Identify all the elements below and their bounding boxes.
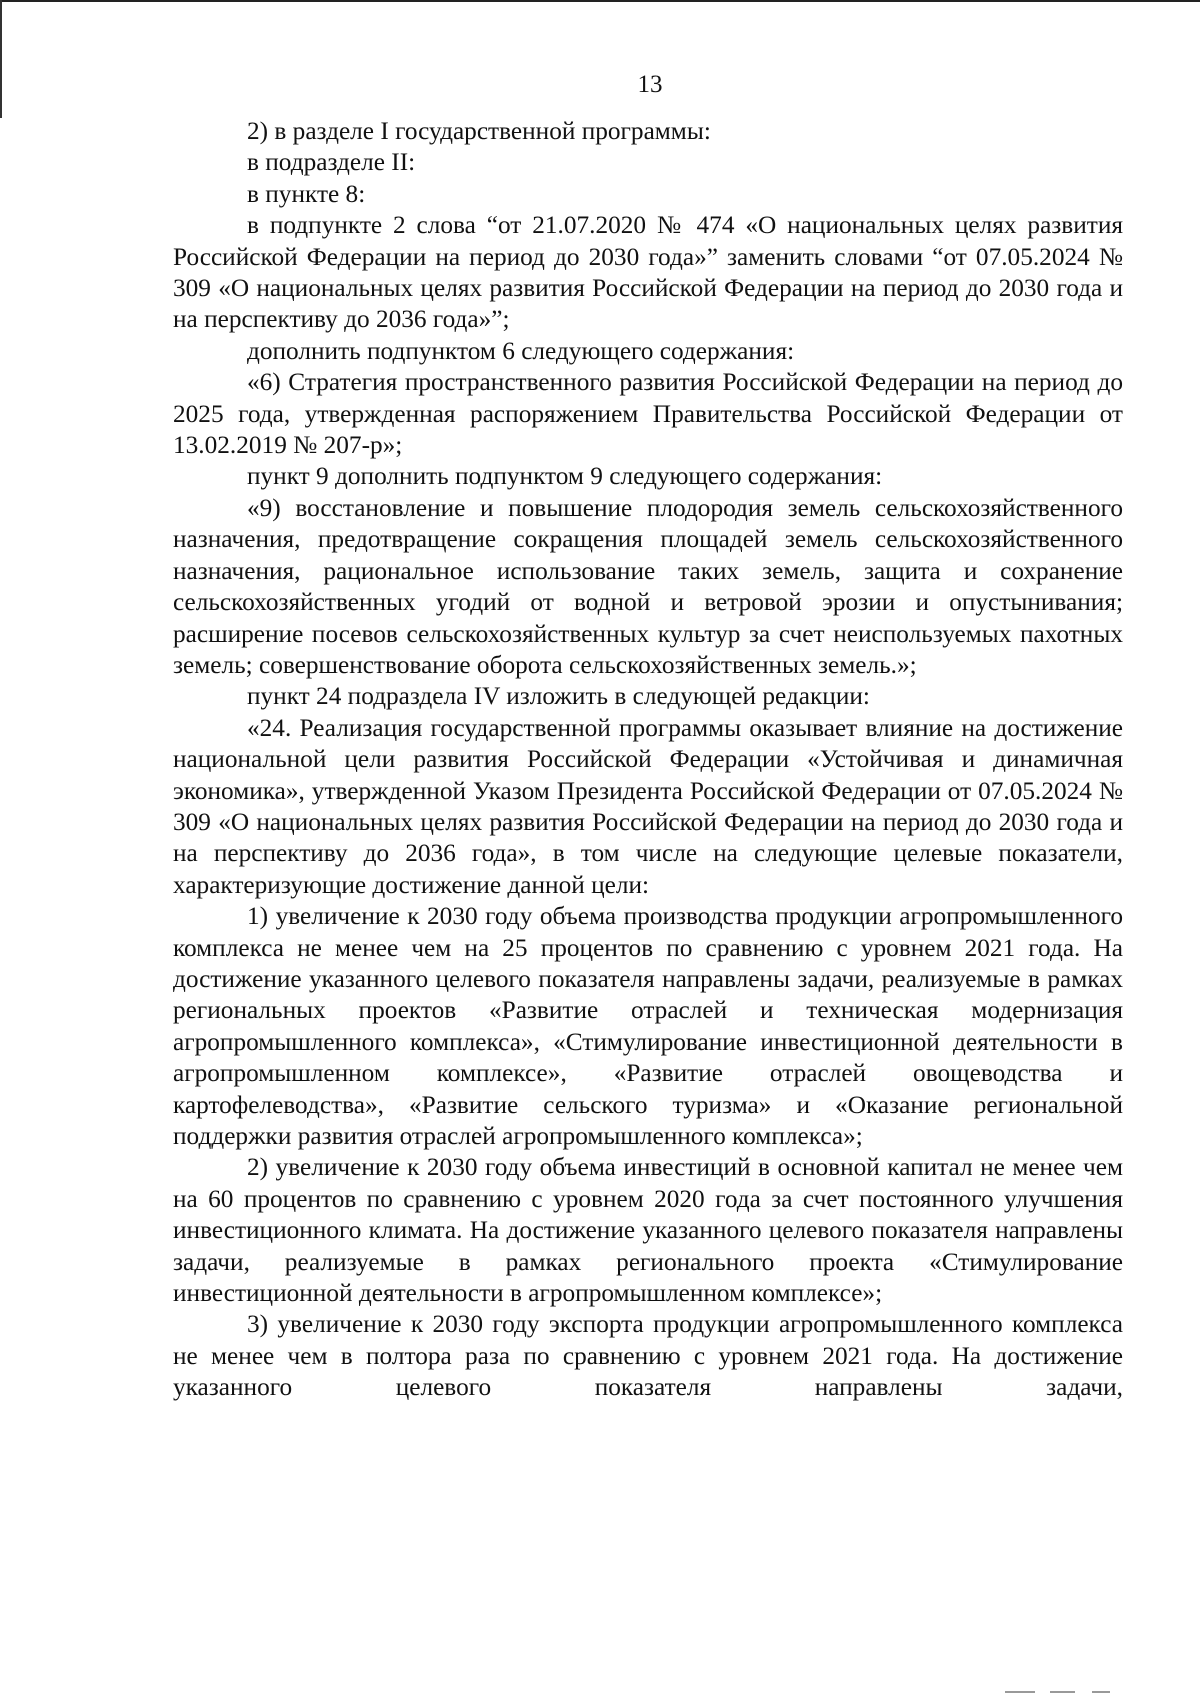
paragraph: 3) увеличение к 2030 году экспорта продукции агропромышленного комплекса не менее чем в полтора раза по сравнению с уровнем 2021 года. На достижение указанного целевого показателя направлены задачи, [173,1310,1123,1402]
page-number: 13 [637,71,663,98]
document-body [173,116,1123,1404]
scan-mark [1092,1691,1110,1693]
paragraph: в пункте 8: [247,179,366,208]
scan-edge-left [0,0,2,118]
paragraph: в подпункте 2 слова “от 21.07.2020 № 474 «О национальных целях развития Российской Федерации на период до 2030 года»” заменить словами “от 07.05.2024 № 309 «О национальных целях развития Российской Федерации на период до 2030 года и на перспективу до 2036 года»”; [173,211,1123,334]
paragraph: в подразделе II: [247,148,416,177]
paragraph: 1) увеличение к 2030 году объема производства продукции агропромышленного комплекса не менее чем на 25 процентов по сравнению с уровнем 2021 года. На достижение указанного целевого показателя направлены задачи, реализуемые в рамках региональных проектов «Развитие отраслей и техническая модернизация агропромышленного комплекса», «Стимулирование инвестиционной деятельности в агропромышленном комплексе», «Развитие отраслей овощеводства и картофелеводства», «Развитие сельского туризма» и «Оказание региональной поддержки развития отраслей агропромышленного комплекса»; [173,902,1123,1150]
paragraph: пункт 24 подраздела IV изложить в следующей редакции: [247,682,870,711]
paragraph: 2) в разделе I государственной программы: [247,117,711,145]
paragraph: пункт 9 дополнить подпунктом 9 следующего содержания: [247,462,883,491]
scan-edge-top [0,0,1200,2]
scan-mark [1050,1691,1075,1693]
paragraph: «24. Реализация государственной программы оказывает влияние на достижение национальной цели развития Российской Федерации «Устойчивая и динамичная экономика», утвержденной Указом Президента Российской Федерации от 07.05.2024 № 309 «О национальных целях развития Российской Федерации на период до 2030 года и на перспективу до 2036 года», в том числе на следующие целевые показатели, характеризующие достижение данной цели: [173,713,1123,899]
paragraph: 2) увеличение к 2030 году объема инвестиций в основной капитал не менее чем на 60 процентов по сравнению с уровнем 2020 года за счет постоянного улучшения инвестиционного климата. На достижение указанного целевого показателя направлены задачи, реализуемые в рамках регионального проекта «Стимулирование инвестиционной деятельности в агропромышленном комплексе»; [173,1153,1123,1308]
paragraph: «6) Стратегия пространственного развития Российской Федерации на период до 2025 года, утвержденная распоряжением Правительства Российской Федерации от 13.02.2019 № 207-р»; [173,368,1123,460]
paragraph: «9) восстановление и повышение плодородия земель сельскохозяйственного назначения, предотвращение сокращения площадей земель сельскохозяйственного назначения, рациональное использование таких земель, защита и сохранение сельскохозяйственных угодий от водной и ветровой эрозии и опустынивания; расширение посевов сельскохозяйственных культур за счет неиспользуемых пахотных земель; совершенствование оборота сельскохозяйственных земель.»; [173,493,1123,679]
paragraph: дополнить подпунктом 6 следующего содержания: [247,336,795,365]
scan-mark [1005,1691,1035,1693]
